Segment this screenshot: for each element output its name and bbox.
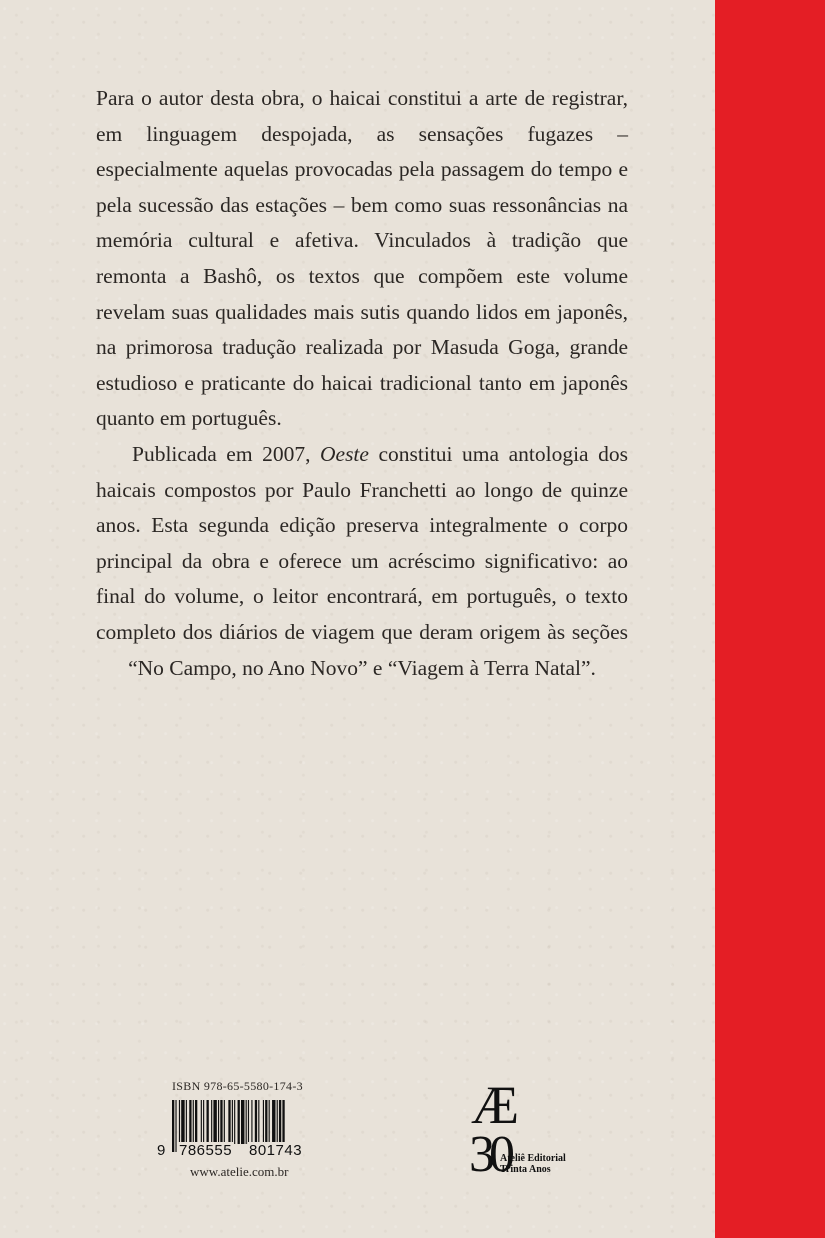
publisher-name-line-1: Ateliê Editorial bbox=[500, 1153, 566, 1164]
publisher-name-line-2: Trinta Anos bbox=[500, 1164, 551, 1175]
book-title-italic: Oeste bbox=[320, 441, 369, 466]
synopsis-paragraph-2 bbox=[96, 437, 628, 686]
synopsis-text bbox=[96, 81, 628, 686]
synopsis-paragraph-1: Para o autor desta obra, o haicai constitui a arte de registrar, em linguagem despojada, as sensações fugazes – especialmente aquelas provocadas pela passagem do tempo e pela sucessão das estações – bem como suas ressonâncias na memória cultural e afetiva. Vinculados à tradição que remonta a Bashô, os textos que compõem este volume revelam suas qualidades mais sutis quando lidos em japonês, na primorosa tradução realizada por Masuda Goga, grande estudioso e praticante do haicai tradicional tanto em japonês quanto em português. bbox=[96, 86, 628, 431]
publisher-name bbox=[500, 1153, 566, 1175]
barcode-first-digit: 9 bbox=[157, 1142, 166, 1159]
isbn-label: ISBN 978-65-5580-174-3 bbox=[172, 1079, 303, 1093]
barcode-right-group: 801743 bbox=[249, 1142, 303, 1159]
paragraph-2-rest: constitui uma antologia dos haicais compostos por Paulo Franchetti ao longo de quinze anos. Esta segunda edição preserva integralmente o corpo principal da obra e oferece um acréscimo significativo: ao final do volume, o leitor encontrará, em português, o texto completo dos diários de viagem que deram origem às seções “No Campo, no Ano Novo” e “Viagem à Terra Natal”. bbox=[96, 441, 628, 680]
paragraph-2-prefix: Publicada em 2007, bbox=[132, 441, 320, 466]
barcode-left-group: 786555 bbox=[179, 1142, 233, 1159]
spine-accent-band bbox=[715, 0, 825, 1238]
logo-ligature: Æ bbox=[471, 1075, 520, 1135]
publisher-website: www.atelie.com.br bbox=[190, 1164, 289, 1179]
logo-number: 30 bbox=[469, 1126, 509, 1183]
isbn-barcode bbox=[156, 1100, 324, 1162]
